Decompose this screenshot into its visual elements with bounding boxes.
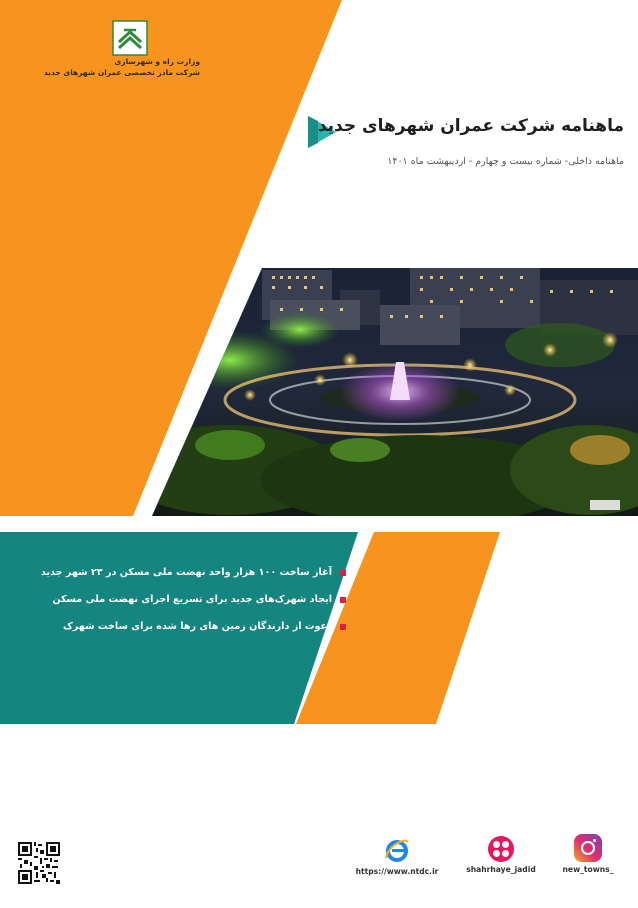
ministry-block (40, 56, 200, 78)
aparat-icon (488, 836, 514, 862)
bullet-icon (340, 570, 346, 576)
instagram-link[interactable] (548, 834, 628, 874)
headline-text: دعوت از دارندگان زمین های رها شده برای ساخت شهرک (62, 621, 332, 632)
headline-text: ایجاد شهرک‌های جدید برای تسریع اجرای نهضت ملی مسکن (52, 594, 332, 605)
instagram-icon (574, 834, 602, 862)
website-link[interactable] (352, 836, 442, 876)
magazine-title: ماهنامه شرکت عمران شهرهای جدید (317, 116, 624, 136)
ntdc-logo-icon (112, 20, 148, 56)
headline-item (16, 566, 346, 580)
headline-text: آغاز ساخت ۱۰۰ هزار واحد نهضت ملی مسکن در ۲۳ شهر جدید (40, 567, 332, 578)
aparat-link[interactable] (456, 836, 546, 874)
headline-item (16, 593, 346, 607)
bullet-icon (340, 597, 346, 603)
headline-item (16, 620, 346, 634)
internet-explorer-icon (383, 836, 411, 864)
instagram-handle: new_towns_ (562, 865, 614, 874)
issue-subtitle: ماهنامه داخلی- شماره بیست و چهارم - اردیبهشت ماه ۱۴۰۱ (387, 156, 624, 167)
aparat-handle: shahrhaye_jadid (466, 865, 536, 874)
company-name: شرکت مادر تخصصی عمران شهرهای جدید (43, 68, 200, 77)
ministry-name: وزارت راه و شهرسازی (114, 57, 200, 66)
headline-list (16, 566, 346, 647)
qr-code-icon (18, 842, 60, 884)
bullet-icon (340, 624, 346, 630)
website-url: https://www.ntdc.ir (355, 867, 439, 876)
